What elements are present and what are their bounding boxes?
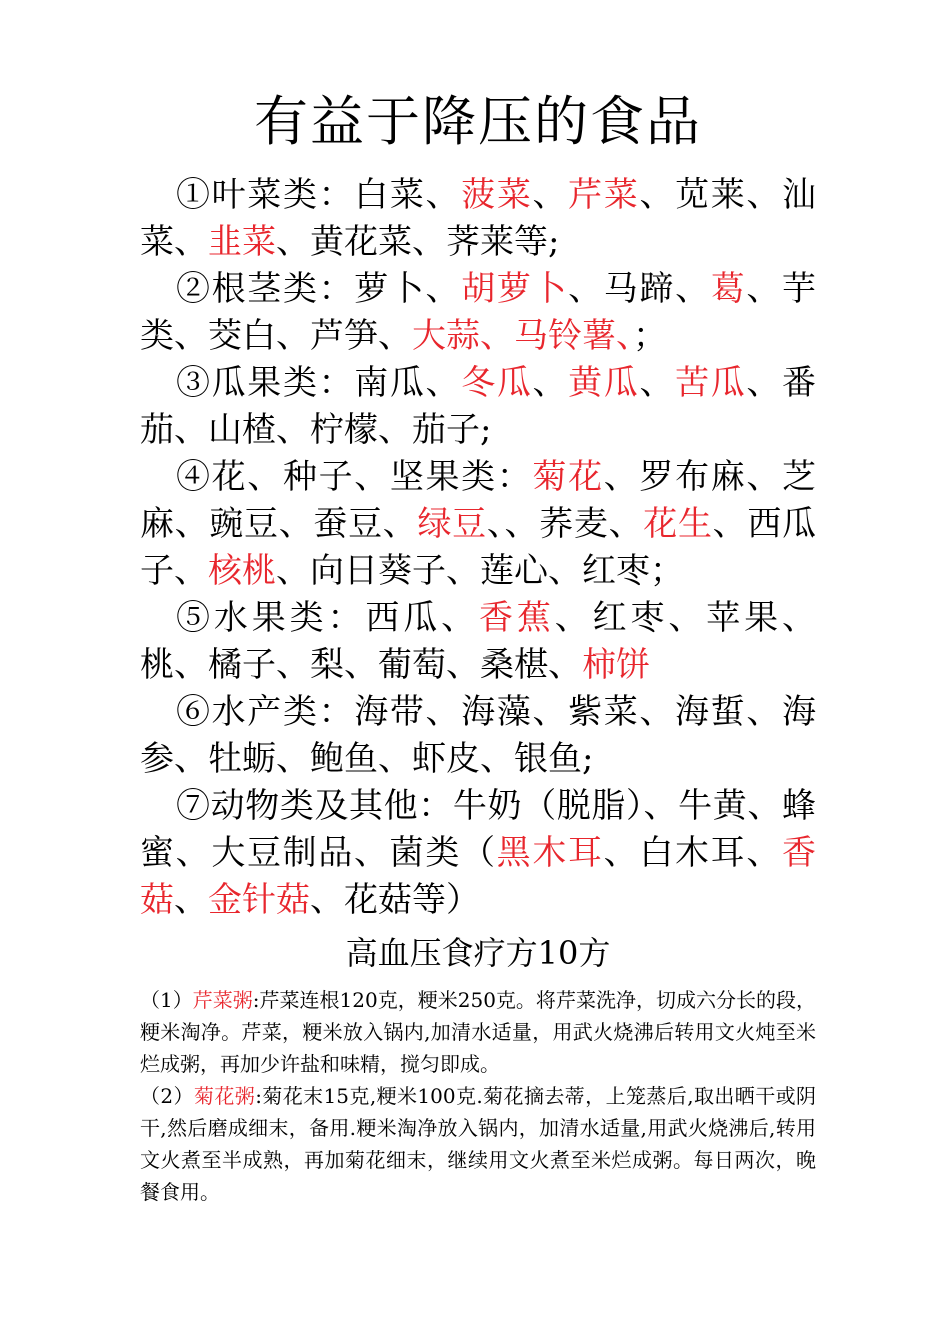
highlight-food: 冬瓜: [461, 363, 533, 403]
text-segment: 、芋类、茭白、芦笋、: [140, 269, 817, 356]
text-segment: 、红枣、苹果、桃、橘子、梨、葡萄、桑椹、: [140, 598, 816, 685]
text-segment: 、苋莱、汕菜、: [140, 175, 817, 262]
highlight-food: 芹菜: [568, 175, 640, 215]
food-category-fruit: [140, 595, 816, 689]
highlight-food: 大蒜、马铃薯、: [412, 316, 633, 356]
highlight-food: 香蕉: [479, 598, 555, 638]
food-category-seafood: [140, 689, 816, 783]
text-segment: 、: [532, 175, 569, 215]
recipe-number: （2）: [140, 1084, 194, 1108]
text-segment: 、白木耳、: [603, 833, 783, 873]
text-segment: ⑤水果类：西瓜、: [176, 598, 479, 638]
recipe-body: :菊花末15克,粳米100克.菊花摘去蒂，上笼蒸后,取出晒干或阴干,然后磨成细末，备用.粳米淘净放入锅内，加清水适量,用武火烧沸后,转用文火煮至半成熟，再加菊花细末，继续用文火煮至米烂成粥。每日两次，晚餐食用。: [140, 1084, 817, 1204]
text-segment: ①叶菜类：白菜、: [176, 175, 462, 215]
food-category-seeds: [140, 454, 816, 595]
text-segment: 、: [639, 363, 676, 403]
highlight-food: 苦瓜: [675, 363, 747, 403]
food-category-list: [140, 172, 816, 924]
food-category-root: [140, 266, 816, 360]
document-page: [140, 82, 816, 1208]
text-segment: ②根茎类：萝卜、: [176, 269, 462, 309]
recipe-celery-porridge: [140, 984, 816, 1080]
recipe-list: [140, 984, 816, 1208]
text-segment: 、马蹄、: [568, 269, 711, 309]
highlight-food: 柿饼: [582, 645, 650, 685]
text-segment: 、花菇等）: [310, 880, 480, 920]
highlight-food: 菠菜: [461, 175, 533, 215]
page-title: 有益于降压的食品: [254, 90, 702, 153]
text-segment: 、: [174, 880, 208, 920]
text-segment: ；: [633, 316, 667, 356]
recipe-body: :芹菜连根120克，粳米250克。将芹菜洗净，切成六分长的段，粳米淘净。芹菜，粳米放入锅内,加清水适量，用武火烧沸后转用文火炖至米烂成粥，再加少许盐和味精，搅匀即成。: [140, 988, 817, 1076]
highlight-food: 花生: [643, 504, 713, 544]
text-segment: 、罗布麻、芝麻、豌豆、蚕豆、: [140, 457, 817, 544]
recipe-name: 芹菜粥: [192, 988, 253, 1012]
highlight-food: 菊花: [532, 457, 604, 497]
recipe-chrysanthemum-porridge: [140, 1080, 816, 1208]
highlight-food: 黄瓜: [568, 363, 640, 403]
highlight-food: 香菇: [140, 833, 817, 920]
recipes-heading: 高血压食疗方10方: [345, 934, 611, 972]
text-segment: ⑥水产类：海带、海藻、紫菜、海蜇、海参、牡蛎、鲍鱼、虾皮、银鱼;: [140, 692, 816, 779]
recipe-name: 菊花粥: [193, 1084, 256, 1108]
highlight-food: 葛: [710, 269, 747, 309]
text-segment: 、番茄、山楂、柠檬、茄子;: [140, 363, 817, 450]
text-segment: 、黄花菜、荠莱等;: [276, 222, 560, 262]
food-category-leafy: [140, 172, 816, 266]
highlight-food: 核桃: [208, 551, 276, 591]
highlight-food: 胡萝卜: [461, 269, 569, 309]
food-category-animal: [140, 783, 816, 924]
text-segment: 、西瓜子、: [140, 504, 817, 591]
text-segment: ⑦动物类及其他：牛奶（脱脂）、牛黄、蜂蜜、大豆制品、菌类（: [140, 786, 816, 873]
food-category-melon: [140, 360, 816, 454]
highlight-food: 绿豆: [417, 504, 487, 544]
text-segment: 、: [532, 363, 569, 403]
text-segment: 、向日葵子、莲心、红枣；: [276, 551, 684, 591]
text-segment: ④花、种子、坚果类：: [176, 457, 533, 497]
highlight-food: 韭菜: [208, 222, 276, 262]
highlight-food: 黑木耳: [496, 833, 604, 873]
text-segment: ③瓜果类：南瓜、: [176, 363, 462, 403]
recipe-number: （1）: [140, 988, 193, 1012]
text-segment: 、、荞麦、: [486, 504, 644, 544]
highlight-food: 金针菇: [208, 880, 310, 920]
